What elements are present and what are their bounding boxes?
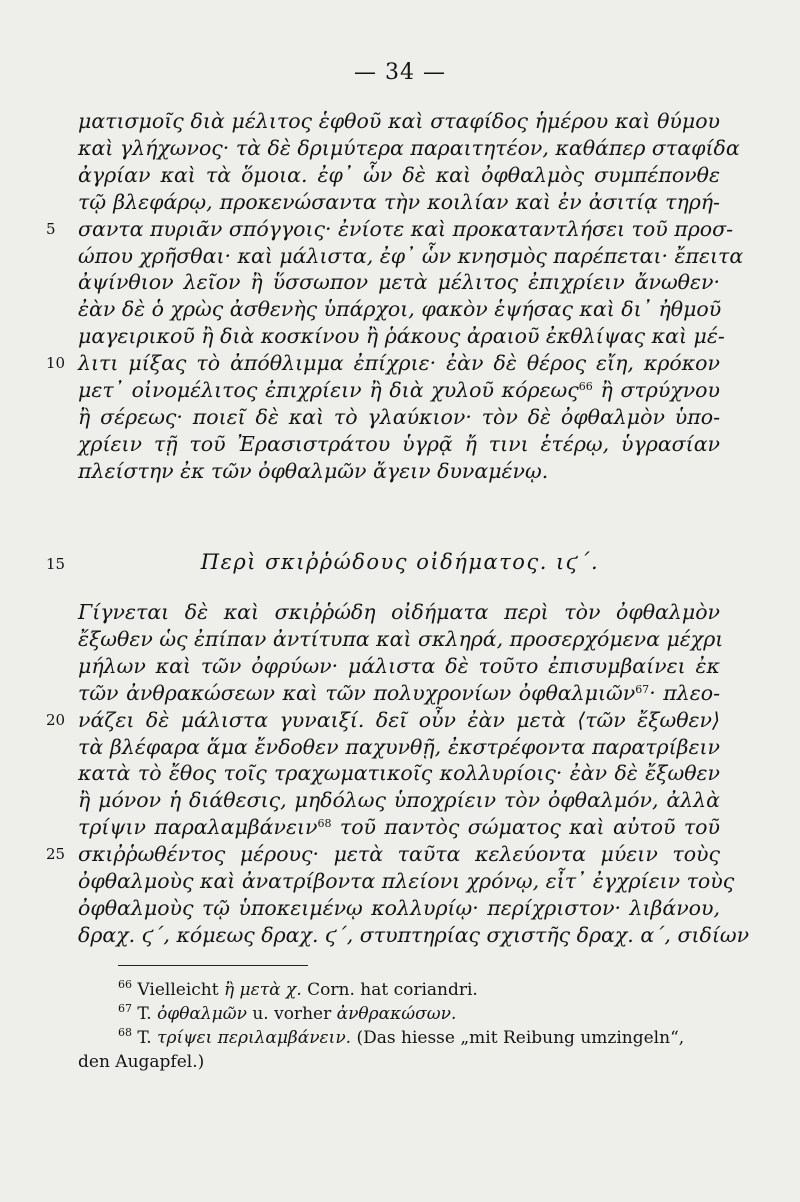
text-line: ἀψίνθιον λεῖον ἢ ὕσσωπον μετὰ μέλιτος ἐπιχρίειν ἄνωθεν· <box>78 270 720 295</box>
footnote-number: 68 <box>118 1026 132 1039</box>
text-line: ὀφθαλμοὺς τῷ ὑποκειμένῳ κολλυρίῳ· περίχριστον· λιβάνου, <box>78 895 720 920</box>
text-line: πλείστην ἐκ τῶν ὀφθαλμῶν ἄγειν δυναμένῳ. <box>78 458 549 483</box>
text-line: τὰ βλέφαρα ἅμα ἔνδοθεν παχυνθῇ, ἐκστρέφοντα παρατρίβειν <box>78 734 720 759</box>
footnote-rule <box>118 965 308 966</box>
text-line: χρίειν τῇ τοῦ Ἐρασιστράτου ὑγρᾷ ἤ τινι ἑτέρῳ, ὑγρασίαν <box>78 431 720 456</box>
section-heading: Περὶ σκιῤῥώδους οἰδήματος. ιϛ΄. <box>200 550 600 574</box>
text-line: μαγειρικοῦ ἢ διὰ κοσκίνου ἢ ῥάκους ἀραιοῦ ἐκθλίψας καὶ μέ- <box>78 324 725 349</box>
footnote-ref: 68 <box>317 817 332 831</box>
footnote-ref: 67 <box>635 682 650 696</box>
greek-text: τρίψει περιλαμβάνειν. <box>157 1028 352 1048</box>
text-line: μετ᾽ οἰνομέλιτος ἐπιχρίειν ἢ διὰ χυλοῦ κόρεως$^{66}$ ἢ στρύχνου <box>78 378 720 402</box>
line-number: 5 <box>46 219 56 238</box>
text-line: σαντα πυριᾶν σπόγγοις· ἐνίοτε καὶ προκαταντλήσει τοῦ προσ- <box>78 216 734 241</box>
text-line: κατὰ τὸ ἔθος τοῖς τραχωματικοῖς κολλυρίοις· ἐὰν δὲ ἔξωθεν <box>78 761 720 786</box>
greek-text: ὀφθαλμῶν <box>157 1004 247 1024</box>
text-line: σκιῤῥωθέντος μέρους· μετὰ ταῦτα κελεύοντα μύειν τοὺς <box>78 842 720 867</box>
text-line: ἀγρίαν καὶ τὰ ὅμοια. ἐφ᾽ ὧν δὲ καὶ ὀφθαλμὸς συμπέπονθε <box>78 162 720 187</box>
text-line: ἔξωθεν ὡς ἐπίπαν ἀντίτυπα καὶ σκληρά, προσερχόμενα μέχρι <box>78 626 724 651</box>
greek-text: ἀνθρακώσων. <box>336 1004 457 1024</box>
text-line: τῶν ἀνθρακώσεων καὶ τῶν πολυχρονίων ὀφθαλμιῶν$^{67}$· πλεο- <box>78 680 720 705</box>
text-line: ώπου χρῆσθαι· καὶ μάλιστα, ἐφ᾽ ὧν κνησμὸς παρέπεται· ἔπειτα <box>78 243 744 268</box>
line-number: 10 <box>46 354 66 373</box>
footnote-number: 66 <box>118 978 132 991</box>
text-line: νάζει δὲ μάλιστα γυναιξί. δεῖ οὖν ἐὰν μετὰ ⟨τῶν ἔξωθεν⟩ <box>78 707 720 732</box>
footnote: $^{68}$ T. τρίψει περιλαμβάνειν. (Das hiesse „mit Reibung umzingeln“, <box>118 1026 685 1048</box>
footnote: $^{66}$ Vielleicht ἢ μετὰ χ. Corn. hat coriandri. <box>118 978 478 1000</box>
line-number: 15 <box>46 555 66 573</box>
line-number: 20 <box>46 710 66 729</box>
text-line: τρίψιν παραλαμβάνειν$^{68}$ τοῦ παντὸς σώματος καὶ αὐτοῦ τοῦ <box>78 815 720 840</box>
text-line: ἢ σέρεως· ποιεῖ δὲ καὶ τὸ γλαύκιον· τὸν δὲ ὀφθαλμὸν ὑπο- <box>78 404 720 429</box>
text-line: τῷ βλεφάρῳ, προκενώσαντα τὴν κοιλίαν καὶ ἐν ἀσιτίᾳ τηρή- <box>78 189 720 214</box>
text-line: ἐὰν δὲ ὁ χρὼς ἀσθενὴς ὑπάρχοι, φακὸν ἑψήσας καὶ δι᾽ ἠθμοῦ <box>78 297 722 322</box>
footnote-number: 67 <box>118 1002 132 1015</box>
text-line: δραχ. ϛ΄, κόμεως δραχ. ϛ΄, στυπτηρίας σχιστῆς δραχ. α΄, σιδίων <box>78 922 750 947</box>
text-line: ὀφθαλμοὺς καὶ ἀνατρίβοντα πλείονι χρόνῳ, εἶτ᾽ ἐγχρίειν τοὺς <box>78 869 735 893</box>
footnote-ref: 66 <box>578 380 593 393</box>
text-line: ἢ μόνον ἡ διάθεσις, μηδόλως ὑποχρίειν τὸν ὀφθαλμόν, ἀλλὰ <box>78 788 720 813</box>
text-line: Γίγνεται δὲ καὶ σκιῤῥώδη οἰδήματα περὶ τὸν ὀφθαλμὸν <box>78 600 720 624</box>
line-number: 25 <box>46 845 66 864</box>
text-line: ματισμοῖς διὰ μέλιτος ἑφθοῦ καὶ σταφίδος ἡμέρου καὶ θύμου <box>78 109 720 133</box>
page-number: — 34 — <box>354 60 446 85</box>
greek-text: ἢ μετὰ χ. <box>223 980 302 1000</box>
text-line: καὶ γλήχωνος· τὰ δὲ δριμύτερα παραιτητέον, καθάπερ σταφίδα <box>78 135 740 160</box>
footnote: $^{67}$ T. ὀφθαλμῶν u. vorher ἀνθρακώσων. <box>118 1002 457 1024</box>
text-line: λιτι μίξας τὸ ἀπόθλιμμα ἐπίχριε· ἐὰν δὲ θέρος εἴη, κρόκον <box>78 351 720 376</box>
footnote: den Augapfel.) <box>78 1052 205 1072</box>
text-line: μήλων καὶ τῶν ὀφρύων· μάλιστα δὲ τοῦτο ἐπισυμβαίνει ἐκ <box>78 653 720 678</box>
